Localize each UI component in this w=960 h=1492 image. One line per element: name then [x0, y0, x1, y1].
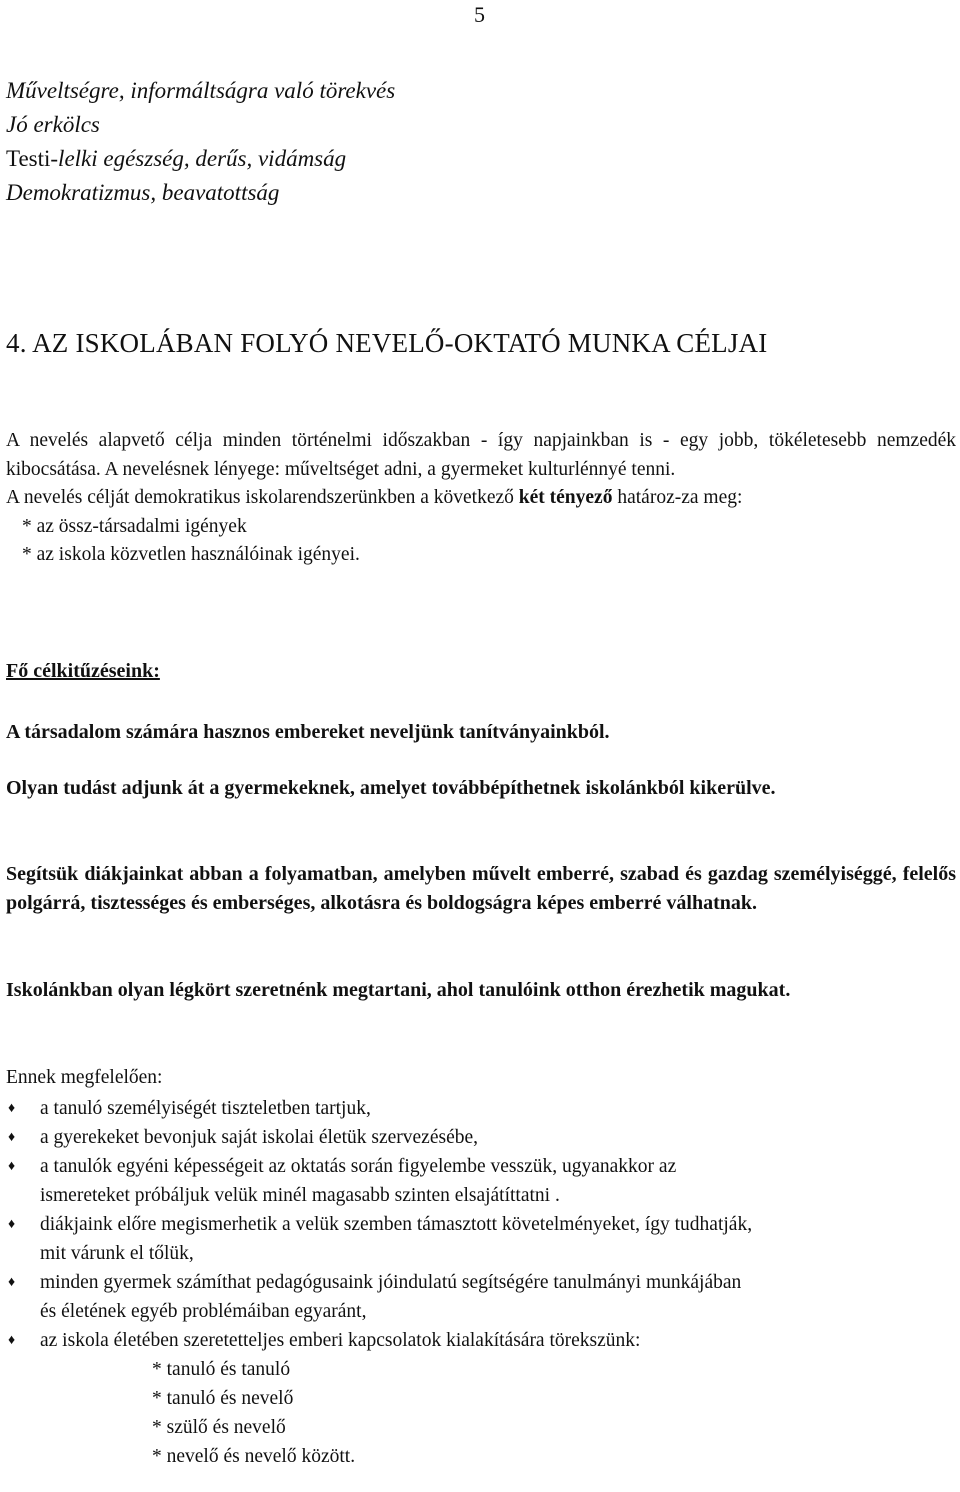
list-item: ♦ a tanulók egyéni képességeit az oktatás során figyelembe vesszük, ugyanakkor az ismereteket próbáljuk velük minél magasabb szinten elsajátíttatni .: [6, 1152, 956, 1210]
page-number: 5: [474, 2, 485, 27]
relation-item: * szülő és nevelő: [152, 1417, 286, 1438]
goal-paragraph: Segítsük diákjainkat abban a folyamatban, amelyben művelt emberré, szabad és gazdag személyiséggé, felelős polgárrá, tisztességes és emberséges, alkotásra és boldogságra képes emberré válhatnak.: [6, 863, 956, 914]
value-item-prefix: Testi: [6, 146, 51, 171]
relation-item: * tanuló és nevelő: [152, 1388, 294, 1409]
intro-paragraph: A nevelés alapvető célja minden történelmi időszakban - így napjainkban is - egy jobb, tökéletesebb nemzedék kibocsátása. A nevelésnek lényege: műveltséget adni, a gyermeket kulturlénnyé tenni.: [6, 430, 956, 480]
diamond-bullet-icon: ♦: [8, 1217, 16, 1232]
goal-paragraph: Olyan tudást adjunk át a gyermekeknek, amelyet továbbépíthetnek iskolánkból kikerülve.: [6, 777, 776, 799]
diamond-bullet-icon: ♦: [8, 1275, 16, 1290]
value-item: [6, 142, 395, 176]
relation-item: * nevelő és nevelő között.: [152, 1446, 356, 1467]
intro-item: * az össz-társadalmi igények: [22, 515, 247, 537]
list-item: ♦ diákjaink előre megismerhetik a velük szemben támasztott követelményeket, így tudhatják, mit várunk el tőlük,: [6, 1210, 956, 1268]
section-heading: 4. AZ ISKOLÁBAN FOLYÓ NEVELŐ-OKTATÓ MUNKA CÉLJAI: [6, 328, 768, 358]
list-item: ♦ az iskola életében szeretetteljes emberi kapcsolatok kialakítására törekszünk:: [6, 1326, 956, 1355]
value-item: Műveltségre, informáltságra való törekvés: [6, 78, 396, 103]
diamond-bullet-icon: ♦: [8, 1101, 16, 1116]
list-item: ♦ a gyerekeket bevonjuk saját iskolai életük szervezésébe,: [6, 1123, 956, 1152]
goal-paragraph: Iskolánkban olyan légkört szeretnénk megtartani, ahol tanulóink otthon érezhetik magukat.: [6, 979, 791, 1001]
relation-item: * tanuló és tanuló: [152, 1359, 291, 1380]
diamond-bullet-icon: ♦: [8, 1159, 16, 1174]
values-list: [6, 74, 395, 210]
value-item-rest: -lelki egészség, derűs, vidámság: [50, 146, 347, 171]
diamond-bullet-icon: ♦: [8, 1130, 16, 1145]
list-item: ♦ minden gyermek számíthat pedagógusaink jóindulatú segítségére tanulmányi munkájában és életének egyéb problémáiban egyaránt,: [6, 1268, 956, 1326]
value-item: Jó erkölcs: [6, 112, 100, 137]
value-item: Demokratizmus, beavatottság: [6, 180, 280, 205]
emphasis: két tényező: [518, 487, 613, 508]
list-item: ♦ a tanuló személyiségét tiszteletben tartjuk,: [6, 1094, 956, 1123]
intro-block: [6, 427, 956, 570]
bullet-list: [6, 1094, 956, 1471]
goal-paragraph: A társadalom számára hasznos embereket neveljünk tanítványainkból.: [6, 721, 610, 743]
goals-subheading: Fő célkitűzéseink:: [6, 660, 160, 682]
intro-paragraph: A nevelés célját demokratikus iskolarendszerünkben a következő két tényező határoz-za meg:: [6, 487, 743, 508]
intro-item: * az iskola közvetlen használóinak igényei.: [22, 544, 360, 565]
accordingly-label: Ennek megfelelően:: [6, 1067, 163, 1088]
diamond-bullet-icon: ♦: [8, 1333, 16, 1348]
